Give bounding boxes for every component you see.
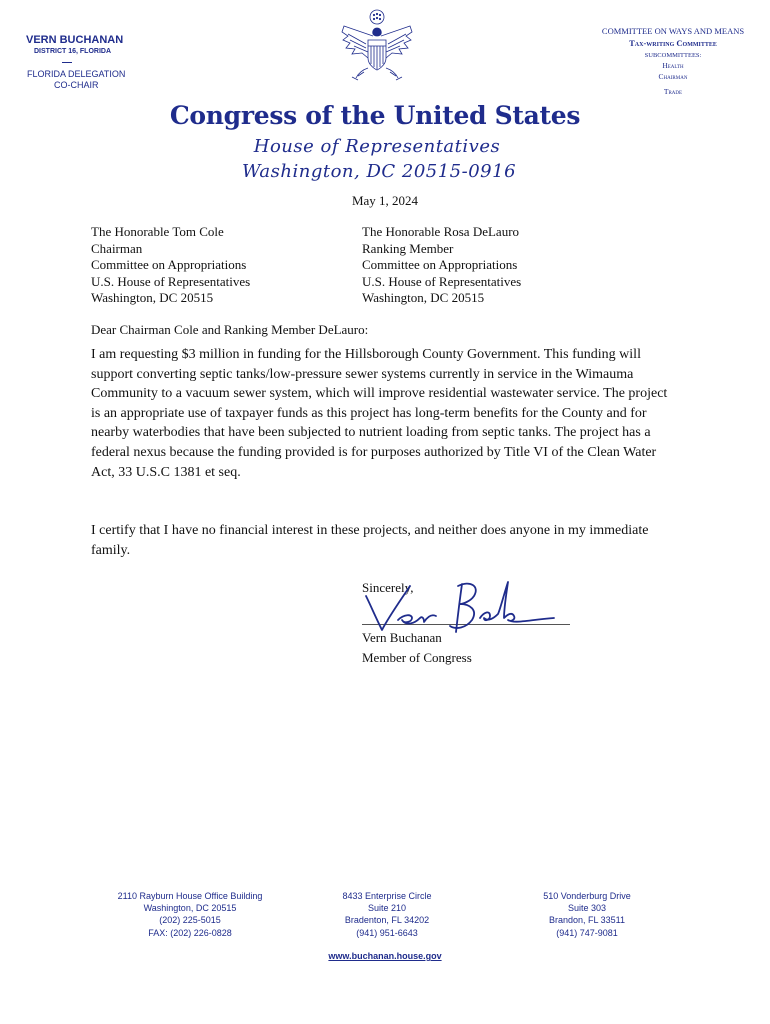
signer-name: Vern Buchanan [362,630,442,645]
recipient-committee: Committee on Appropriations [91,257,247,273]
header-divider [62,62,72,63]
body-paragraph-certification: I certify that I have no financial interest in these projects, and neither does anyone in my immediate family. [91,523,649,558]
office-phone: (202) 225-5015 [159,915,221,926]
office-line: Bradenton, FL 34202 [344,915,430,926]
recipient-name: The Honorable Tom Cole [91,224,224,239]
recipient-city: Washington, DC 20515 [91,290,214,306]
delegation-title: FLORIDA DELEGATION [27,69,126,79]
website-link[interactable]: www.buchanan.house.gov [328,951,442,961]
recipient-title: Chairman [91,240,143,256]
recipient-address-delauro [362,224,521,307]
office-line: Suite 303 [567,903,607,914]
signer-title: Member of Congress [362,650,472,665]
recipient-name: The Honorable Rosa DeLauro [362,224,520,239]
house-title: House of Representatives [253,136,501,157]
office-line: Suite 210 [367,903,407,914]
city-title: Washington, DC 20515-0916 [241,161,517,182]
subcommittee-health: Health [662,61,684,70]
office-line: Washington, DC 20515 [143,903,237,914]
recipient-committee: Committee on Appropriations [362,257,518,273]
office-line: 510 Vonderburg Drive [543,891,631,901]
recipient-house: U.S. House of Representatives [91,273,251,289]
office-phone: (941) 951-6643 [356,927,418,938]
office-fax: FAX: (202) 226-0828 [148,927,232,938]
member-name: VERN BUCHANAN [26,34,124,46]
recipient-address-cole [91,224,250,307]
member-district: DISTRICT 16, FLORIDA [34,48,112,55]
office-address-brandon [497,890,677,939]
committee-subtitle: Tax-writing Committee [629,38,717,48]
great-seal-eagle-icon [338,6,416,86]
office-line: 8433 Enterprise Circle [342,891,432,901]
subcommittee-trade: Trade [663,87,683,96]
subcommittees-label: SUBCOMMITTEES: [644,52,702,59]
committee-name: COMMITTEE ON WAYS AND MEANS [601,26,745,36]
salutation: Dear Chairman Cole and Ranking Member DeLauro: [91,322,369,337]
closing-sincerely: Sincerely, [362,580,414,595]
congress-title: Congress of the United States [169,101,581,130]
office-address-bradenton [297,890,477,939]
office-line: Brandon, FL 33511 [548,915,626,926]
office-address-washington [100,890,280,939]
office-line: 2110 Rayburn House Office Building [117,891,263,901]
subcommittee-health-role: Chairman [658,72,688,81]
recipient-title: Ranking Member [362,240,454,256]
office-phone: (941) 747-9081 [556,927,618,938]
recipient-city: Washington, DC 20515 [362,290,485,306]
recipient-house: U.S. House of Representatives [362,273,522,289]
delegation-role: CO-CHAIR [54,80,99,90]
letter-date: May 1, 2024 [351,193,419,208]
body-paragraph-request: I am requesting $3 million in funding for the Hillsborough County Government. This funding will support converting septic tanks/low-pressure sewer systems currently in service in the Wimauma Community to a vacuum sewer system, which will improve residential wastewater service. The project is an appropriate use of taxpayer funds as this project has long-term benefits for the County and for nearby waterbodies that have been subjected to nutrient loading from septic tanks. The project has a federal nexus because the funding provided is for purposes authorized by Title VI of the Clean Water Act, 33 U.S.C 1381 et seq. [91,347,668,480]
